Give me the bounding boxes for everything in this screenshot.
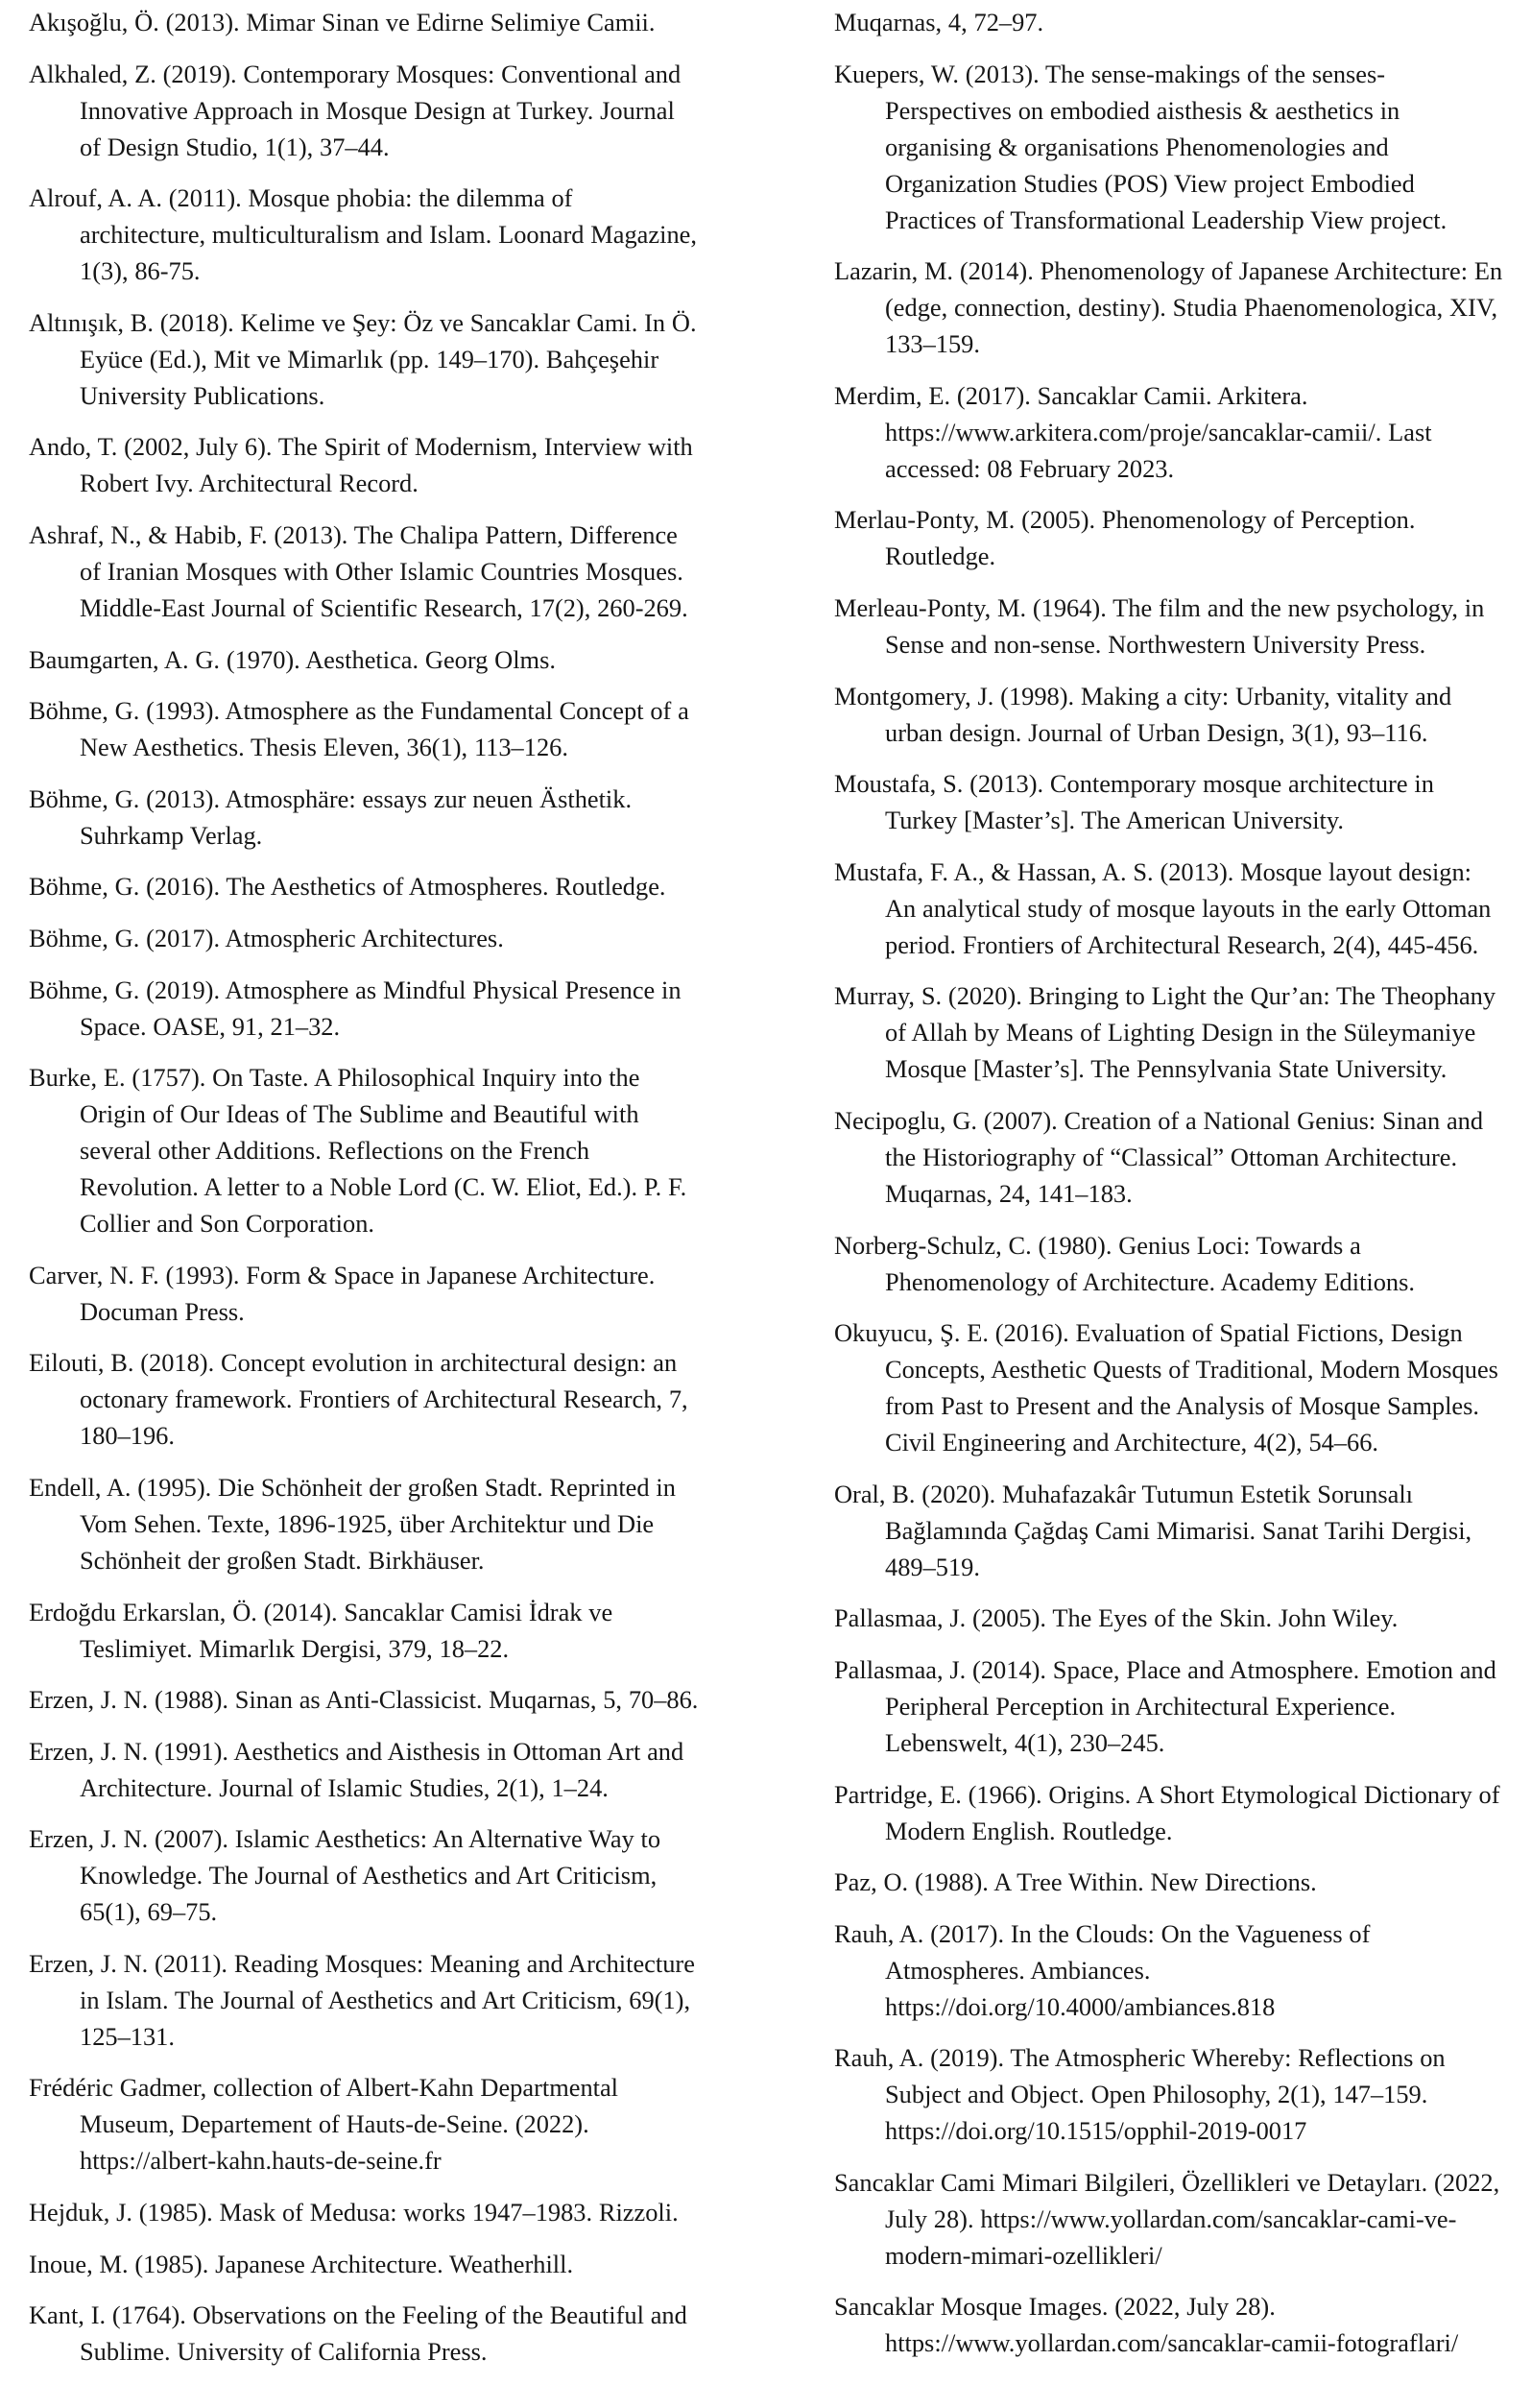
reference-entry: Alkhaled, Z. (2019). Contemporary Mosques: Conventional and Innovative Approach in Mosque Design at Turkey. Journal of Design Studio, 1(1), 37–44. [29, 59, 682, 161]
reference-entry: Pallasmaa, J. (2005). The Eyes of the Skin. John Wiley. [834, 1603, 1399, 1633]
reference-entry: Erzen, J. N. (1991). Aesthetics and Aisthesis in Ottoman Art and Architecture. Journal of Islamic Studies, 2(1), 1–24. [29, 1736, 684, 1802]
reference-entry: Alrouf, A. A. (2011). Mosque phobia: the dilemma of architecture, multiculturalism and Islam. Loonard Magazine, 1(3), 86-75. [29, 183, 697, 286]
reference-entry: Altınışık, B. (2018). Kelime ve Şey: Öz ve Sancaklar Cami. In Ö. Eyüce (Ed.), Mit ve Mimarlık (pp. 149–170). Bahçeşehir University Publications. [29, 307, 697, 410]
references-column-right [834, 4, 1506, 2361]
reference-entry: Böhme, G. (2017). Atmospheric Architectures. [29, 923, 504, 952]
reference-entry: Pallasmaa, J. (2014). Space, Place and Atmosphere. Emotion and Peripheral Perception in Architectural Experience. Lebenswelt, 4(1), 230–245. [834, 1654, 1496, 1757]
reference-entry: Oral, B. (2020). Muhafazakâr Tutumun Estetik Sorunsalı Bağlamında Çağdaş Cami Mimarisi. Sanat Tarihi Dergisi, 489–519. [834, 1479, 1472, 1581]
reference-entry: Rauh, A. (2017). In the Clouds: On the Vagueness of Atmospheres. Ambiances. https://doi.org/10.4000/ambiances.818 [834, 1918, 1371, 2021]
reference-entry: Ashraf, N., & Habib, F. (2013). The Chalipa Pattern, Difference of Iranian Mosques with Other Islamic Countries Mosques. Middle-East Journal of Scientific Research, 17(2), 260-269. [29, 519, 688, 622]
reference-entry-continuation: Muqarnas, 4, 72–97. [834, 8, 1044, 36]
reference-entry: Endell, A. (1995). Die Schönheit der großen Stadt. Reprinted in Vom Sehen. Texte, 1896-1925, über Architektur und Die Schönheit der großen Stadt. Birkhäuser. [29, 1472, 676, 1575]
reference-entry: Murray, S. (2020). Bringing to Light the Qur’an: The Theophany of Allah by Means of Lighting Design in the Süleymaniye Mosque [Master’s]. The Pennsylvania State University. [834, 981, 1496, 1084]
reference-entry: Paz, O. (1988). A Tree Within. New Directions. [834, 1867, 1317, 1897]
reference-entry: Norberg-Schulz, C. (1980). Genius Loci: Towards a Phenomenology of Architecture. Academy Editions. [834, 1230, 1415, 1296]
references-column-left [29, 4, 701, 2370]
reference-entry: Merdim, E. (2017). Sancaklar Camii. Arkitera. https://www.arkitera.com/proje/sancaklar-camii/. Last accessed: 08 February 2023. [834, 380, 1432, 483]
reference-entry: Rauh, A. (2019). The Atmospheric Whereby: Reflections on Subject and Object. Open Philosophy, 2(1), 147–159. https://doi.org/10.1515/opphil-2019-0017 [834, 2043, 1446, 2146]
reference-entry: Sancaklar Mosque Images. (2022, July 28). https://www.yollardan.com/sancaklar-camii-fotograflari/ [834, 2292, 1459, 2358]
reference-entry: Ando, T. (2002, July 6). The Spirit of Modernism, Interview with Robert Ivy. Architectural Record. [29, 432, 693, 498]
reference-entry: Moustafa, S. (2013). Contemporary mosque architecture in Turkey [Master’s]. The American University. [834, 769, 1434, 835]
reference-entry: Eilouti, B. (2018). Concept evolution in architectural design: an octonary framework. Frontiers of Architectural Research, 7, 180–196. [29, 1348, 688, 1451]
reference-entry: Kant, I. (1764). Observations on the Feeling of the Beautiful and Sublime. University of California Press. [29, 2300, 687, 2367]
reference-entry: Akışoğlu, Ö. (2013). Mimar Sinan ve Edirne Selimiye Camii. [29, 8, 656, 36]
reference-entry: Merlau-Ponty, M. (2005). Phenomenology of Perception. Routledge. [834, 505, 1416, 571]
reference-entry: Kuepers, W. (2013). The sense-makings of the senses-Perspectives on embodied aisthesis & aesthetics in organising & organisations Phenomenologies and Organization Studies (POS) View project Embodied Practices of Transformational Leadership View project. [834, 59, 1447, 234]
reference-entry: Hejduk, J. (1985). Mask of Medusa: works 1947–1983. Rizzoli. [29, 2198, 679, 2227]
reference-entry: Partridge, E. (1966). Origins. A Short Etymological Dictionary of Modern English. Routledge. [834, 1779, 1500, 1845]
reference-entry: Burke, E. (1757). On Taste. A Philosophical Inquiry into the Origin of Our Ideas of The Sublime and Beautiful with several other Additions. Reflections on the French Revolution. A letter to a Noble Lord (C. W. Eliot, Ed.). P. F. Collier and Son Corporation. [29, 1063, 687, 1239]
reference-entry: Merleau-Ponty, M. (1964). The film and the new psychology, in Sense and non-sense. Northwestern University Press. [834, 592, 1485, 659]
reference-entry: Böhme, G. (2016). The Aesthetics of Atmospheres. Routledge. [29, 872, 666, 902]
reference-entry: Montgomery, J. (1998). Making a city: Urbanity, vitality and urban design. Journal of Urban Design, 3(1), 93–116. [834, 681, 1452, 747]
reference-entry: Erzen, J. N. (1988). Sinan as Anti-Classicist. Muqarnas, 5, 70–86. [29, 1685, 699, 1715]
reference-entry: Mustafa, F. A., & Hassan, A. S. (2013). Mosque layout design: An analytical study of mosque layouts in the early Ottoman period. Frontiers of Architectural Research, 2(4), 445-456. [834, 856, 1492, 959]
reference-entry: Erzen, J. N. (2007). Islamic Aesthetics: An Alternative Way to Knowledge. The Journal of Aesthetics and Art Criticism, 65(1), 69–75. [29, 1824, 661, 1927]
reference-entry: Carver, N. F. (1993). Form & Space in Japanese Architecture. Documan Press. [29, 1260, 656, 1326]
reference-entry: Necipoglu, G. (2007). Creation of a National Genius: Sinan and the Historiography of “Classical” Ottoman Architecture. Muqarnas, 24, 141–183. [834, 1105, 1484, 1208]
reference-entry: Okuyucu, Ş. E. (2016). Evaluation of Spatial Fictions, Design Concepts, Aesthetic Quests of Traditional, Modern Mosques from Past to Present and the Analysis of Mosque Samples. Civil Engineering and Architecture, 4(2), 54–66. [834, 1318, 1498, 1457]
reference-entry: Erdoğdu Erkarslan, Ö. (2014). Sancaklar Camisi İdrak ve Teslimiyet. Mimarlık Dergisi, 379, 18–22. [29, 1597, 613, 1663]
reference-entry: Sancaklar Cami Mimari Bilgileri, Özellikleri ve Detayları. (2022, July 28). https://www.yollardan.com/sancaklar-cami-ve-modern-mimari-ozellikleri/ [834, 2167, 1500, 2270]
reference-entry: Lazarin, M. (2014). Phenomenology of Japanese Architecture: En (edge, connection, destiny). Studia Phaenomenologica, XIV, 133–159. [834, 256, 1503, 359]
reference-entry: Erzen, J. N. (2011). Reading Mosques: Meaning and Architecture in Islam. The Journal of Aesthetics and Art Criticism, 69(1), 125–131. [29, 1948, 695, 2051]
reference-entry: Böhme, G. (2019). Atmosphere as Mindful Physical Presence in Space. OASE, 91, 21–32. [29, 975, 682, 1041]
reference-entry: Inoue, M. (1985). Japanese Architecture. Weatherhill. [29, 2249, 574, 2278]
reference-entry: Böhme, G. (2013). Atmosphäre: essays zur neuen Ästhetik. Suhrkamp Verlag. [29, 783, 633, 850]
reference-entry: Frédéric Gadmer, collection of Albert-Kahn Departmental Museum, Departement of Hauts-de-Seine. (2022). https://albert-kahn.hauts-de-seine.fr [29, 2073, 619, 2176]
reference-entry: Böhme, G. (1993). Atmosphere as the Fundamental Concept of a New Aesthetics. Thesis Eleven, 36(1), 113–126. [29, 696, 689, 762]
reference-entry: Baumgarten, A. G. (1970). Aesthetica. Georg Olms. [29, 644, 556, 674]
